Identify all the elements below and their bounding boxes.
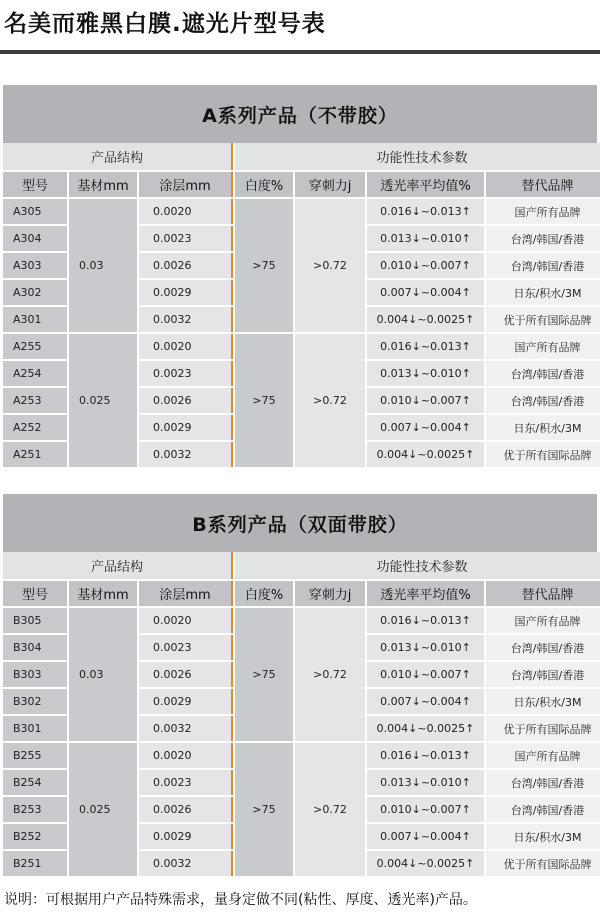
page-title: 名美而雅黑白膜.遮光片型号表 [4, 11, 326, 37]
table-cell-transmittance: 0.004↓~0.0025↑ [367, 851, 484, 876]
table-cell-brand: 台湾/韩国/香港 [486, 797, 600, 822]
table-cell-transmittance: 0.016↓~0.013↑ [367, 608, 484, 633]
table-cell-coating: 0.0026 [139, 797, 233, 822]
header-coating: 涂层mm [139, 172, 233, 197]
table-cell-transmittance: 0.007↓~0.004↑ [367, 824, 484, 849]
table-cell-transmittance: 0.007↓~0.004↑ [367, 280, 484, 305]
table-cell-brand: 优于所有国际品牌 [486, 851, 600, 876]
table-cell-model: A304 [3, 226, 67, 251]
table-cell-whiteness-merged: >75 [235, 608, 293, 741]
table-cell-coating: 0.0032 [139, 442, 233, 467]
header-model: 型号 [3, 172, 67, 197]
table-cell-transmittance: 0.013↓~0.010↑ [367, 226, 484, 251]
table-cell-model: A251 [3, 442, 67, 467]
header-puncture: 穿刺力j [295, 172, 365, 197]
table-cell-model: A303 [3, 253, 67, 278]
group-header-params: 功能性技术参数 [235, 143, 600, 170]
table-cell-brand: 台湾/韩国/香港 [486, 635, 600, 660]
header-brand: 替代品牌 [486, 581, 600, 606]
series-b-grid [3, 552, 597, 876]
table-cell-brand: 日东/积水/3M [486, 689, 600, 714]
header-transmittance: 透光率平均值% [367, 172, 484, 197]
table-cell-transmittance: 0.010↓~0.007↑ [367, 253, 484, 278]
table-cell-model: B252 [3, 824, 67, 849]
table-cell-brand: 台湾/韩国/香港 [486, 253, 600, 278]
table-cell-model: B302 [3, 689, 67, 714]
table-cell-brand: 日东/积水/3M [486, 824, 600, 849]
table-cell-whiteness-merged: >75 [235, 743, 293, 876]
group-header-structure: 产品结构 [3, 143, 233, 170]
series-a-table [3, 85, 597, 467]
table-cell-model: A252 [3, 415, 67, 440]
table-cell-brand: 国产所有品牌 [486, 199, 600, 224]
table-cell-base-merged: 0.03 [69, 199, 137, 332]
series-b-table [3, 494, 597, 876]
table-cell-coating: 0.0029 [139, 280, 233, 305]
header-base: 基材mm [69, 581, 137, 606]
table-cell-puncture-merged: >0.72 [295, 743, 365, 876]
table-cell-model: B303 [3, 662, 67, 687]
table-cell-transmittance: 0.013↓~0.010↑ [367, 770, 484, 795]
table-cell-coating: 0.0020 [139, 334, 233, 359]
table-cell-base-merged: 0.025 [69, 743, 137, 876]
table-cell-coating: 0.0032 [139, 716, 233, 741]
table-cell-model: B253 [3, 797, 67, 822]
header-coating: 涂层mm [139, 581, 233, 606]
table-cell-transmittance: 0.010↓~0.007↑ [367, 797, 484, 822]
table-cell-coating: 0.0029 [139, 824, 233, 849]
table-cell-coating: 0.0032 [139, 307, 233, 332]
table-cell-coating: 0.0020 [139, 199, 233, 224]
table-cell-model: B251 [3, 851, 67, 876]
header-brand: 替代品牌 [486, 172, 600, 197]
table-cell-transmittance: 0.004↓~0.0025↑ [367, 307, 484, 332]
table-cell-brand: 日东/积水/3M [486, 280, 600, 305]
table-cell-brand: 台湾/韩国/香港 [486, 662, 600, 687]
table-cell-model: B304 [3, 635, 67, 660]
table-cell-coating: 0.0023 [139, 361, 233, 386]
header-transmittance: 透光率平均值% [367, 581, 484, 606]
table-cell-brand: 台湾/韩国/香港 [486, 226, 600, 251]
table-cell-coating: 0.0029 [139, 689, 233, 714]
table-cell-coating: 0.0026 [139, 388, 233, 413]
table-cell-model: A253 [3, 388, 67, 413]
table-cell-puncture-merged: >0.72 [295, 608, 365, 741]
table-cell-base-merged: 0.025 [69, 334, 137, 467]
table-cell-model: A254 [3, 361, 67, 386]
table-cell-transmittance: 0.013↓~0.010↑ [367, 635, 484, 660]
table-cell-coating: 0.0032 [139, 851, 233, 876]
table-cell-transmittance: 0.007↓~0.004↑ [367, 689, 484, 714]
series-a-grid [3, 143, 597, 467]
table-cell-model: B255 [3, 743, 67, 768]
table-cell-transmittance: 0.016↓~0.013↑ [367, 334, 484, 359]
table-cell-model: B254 [3, 770, 67, 795]
table-cell-brand: 国产所有品牌 [486, 743, 600, 768]
header-model: 型号 [3, 581, 67, 606]
header-whiteness: 白度% [235, 581, 293, 606]
table-cell-whiteness-merged: >75 [235, 334, 293, 467]
table-cell-puncture-merged: >0.72 [295, 199, 365, 332]
table-cell-brand: 优于所有国际品牌 [486, 442, 600, 467]
table-cell-coating: 0.0023 [139, 770, 233, 795]
table-cell-model: B301 [3, 716, 67, 741]
table-cell-brand: 优于所有国际品牌 [486, 307, 600, 332]
table-cell-transmittance: 0.007↓~0.004↑ [367, 415, 484, 440]
header-base: 基材mm [69, 172, 137, 197]
table-cell-brand: 日东/积水/3M [486, 415, 600, 440]
header-puncture: 穿刺力j [295, 581, 365, 606]
table-cell-transmittance: 0.016↓~0.013↑ [367, 743, 484, 768]
table-cell-brand: 国产所有品牌 [486, 334, 600, 359]
table-cell-coating: 0.0026 [139, 253, 233, 278]
table-cell-brand: 台湾/韩国/香港 [486, 770, 600, 795]
table-cell-coating: 0.0020 [139, 743, 233, 768]
table-cell-model: A305 [3, 199, 67, 224]
table-cell-base-merged: 0.03 [69, 608, 137, 741]
title-divider [0, 50, 600, 54]
table-cell-brand: 台湾/韩国/香港 [486, 361, 600, 386]
table-cell-coating: 0.0029 [139, 415, 233, 440]
footnote: 说明：可根据用户产品特殊需求，量身定做不同(粘性、厚度、透光率)产品。 [4, 892, 477, 908]
table-cell-coating: 0.0020 [139, 608, 233, 633]
group-header-params: 功能性技术参数 [235, 552, 600, 579]
table-cell-transmittance: 0.004↓~0.0025↑ [367, 716, 484, 741]
series-b-title: B系列产品（双面带胶） [3, 494, 597, 552]
header-whiteness: 白度% [235, 172, 293, 197]
table-cell-transmittance: 0.013↓~0.010↑ [367, 361, 484, 386]
table-cell-brand: 国产所有品牌 [486, 608, 600, 633]
table-cell-transmittance: 0.010↓~0.007↑ [367, 388, 484, 413]
table-cell-transmittance: 0.004↓~0.0025↑ [367, 442, 484, 467]
table-cell-puncture-merged: >0.72 [295, 334, 365, 467]
table-cell-model: A255 [3, 334, 67, 359]
series-a-title: A系列产品（不带胶） [3, 85, 597, 143]
table-cell-coating: 0.0023 [139, 635, 233, 660]
table-cell-transmittance: 0.010↓~0.007↑ [367, 662, 484, 687]
table-cell-coating: 0.0023 [139, 226, 233, 251]
table-cell-brand: 优于所有国际品牌 [486, 716, 600, 741]
group-header-structure: 产品结构 [3, 552, 233, 579]
table-cell-transmittance: 0.016↓~0.013↑ [367, 199, 484, 224]
table-cell-whiteness-merged: >75 [235, 199, 293, 332]
table-cell-brand: 台湾/韩国/香港 [486, 388, 600, 413]
table-cell-coating: 0.0026 [139, 662, 233, 687]
table-cell-model: A302 [3, 280, 67, 305]
table-cell-model: B305 [3, 608, 67, 633]
table-cell-model: A301 [3, 307, 67, 332]
